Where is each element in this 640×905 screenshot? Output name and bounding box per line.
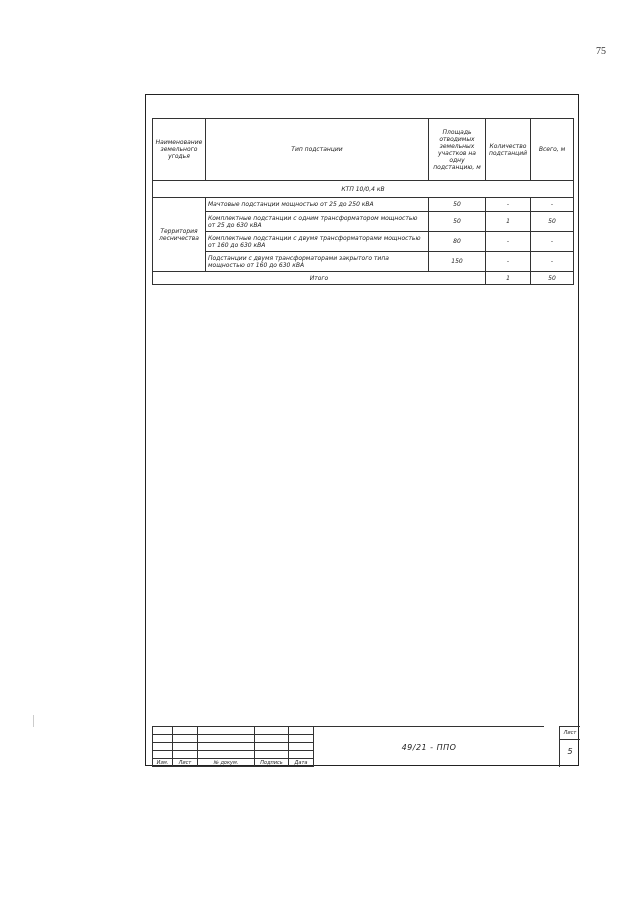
sheet-label: Лист bbox=[560, 727, 580, 740]
totals-total: 50 bbox=[531, 272, 574, 285]
page-number: 75 bbox=[596, 46, 606, 57]
header-land: Наименование земельного угодья bbox=[153, 119, 206, 181]
totals-count: 1 bbox=[486, 272, 531, 285]
totals-label: Итого bbox=[153, 272, 486, 285]
label-sign: Подпись bbox=[255, 759, 289, 767]
row-area: 50 bbox=[429, 198, 486, 212]
row-count: 1 bbox=[486, 212, 531, 232]
sheet-number: 5 bbox=[567, 747, 573, 756]
totals-row bbox=[153, 272, 574, 285]
row-total: - bbox=[531, 232, 574, 252]
label-date: Дата bbox=[289, 759, 314, 767]
table-row bbox=[153, 198, 574, 212]
row-total: - bbox=[531, 252, 574, 272]
table-row bbox=[153, 252, 574, 272]
row-type: Подстанции с двумя трансформаторами закрытого типа мощностью от 160 до 630 кВА bbox=[206, 252, 429, 272]
row-total: 50 bbox=[531, 212, 574, 232]
table-row bbox=[153, 232, 574, 252]
label-list: Лист bbox=[173, 759, 198, 767]
row-total: - bbox=[531, 198, 574, 212]
header-total: Всего, м bbox=[531, 119, 574, 181]
stamp-label-row bbox=[153, 759, 314, 767]
territory-cell: Территория лесничества bbox=[153, 198, 206, 272]
section-title: КТП 10/0,4 кВ bbox=[153, 181, 574, 198]
title-block bbox=[152, 726, 579, 766]
row-area: 80 bbox=[429, 232, 486, 252]
header-count: Количество подстанций bbox=[486, 119, 531, 181]
sheet-block bbox=[559, 726, 580, 767]
section-row bbox=[153, 181, 574, 198]
table-header-row bbox=[153, 119, 574, 181]
revision-grid bbox=[152, 726, 314, 767]
row-area: 150 bbox=[429, 252, 486, 272]
row-type: Комплектные подстанции с двумя трансформаторами мощностью от 160 до 630 кВА bbox=[206, 232, 429, 252]
margin-mark bbox=[33, 715, 34, 727]
header-type: Тип подстанции bbox=[206, 119, 429, 181]
substation-table bbox=[152, 118, 574, 285]
header-area: Площадь отводимых земельных участков на одну подстанцию, м bbox=[429, 119, 486, 181]
row-type: Комплектные подстанции с одним трансформатором мощностью от 25 до 630 кВА bbox=[206, 212, 429, 232]
table-row bbox=[153, 212, 574, 232]
row-count: - bbox=[486, 232, 531, 252]
row-type: Мачтовые подстанции мощностью от 25 до 250 кВА bbox=[206, 198, 429, 212]
label-doc: № докум. bbox=[198, 759, 255, 767]
row-area: 50 bbox=[429, 212, 486, 232]
row-count: - bbox=[486, 198, 531, 212]
row-count: - bbox=[486, 252, 531, 272]
label-izm: Изм. bbox=[153, 759, 173, 767]
document-code: 49/21 - ППО bbox=[313, 726, 544, 767]
